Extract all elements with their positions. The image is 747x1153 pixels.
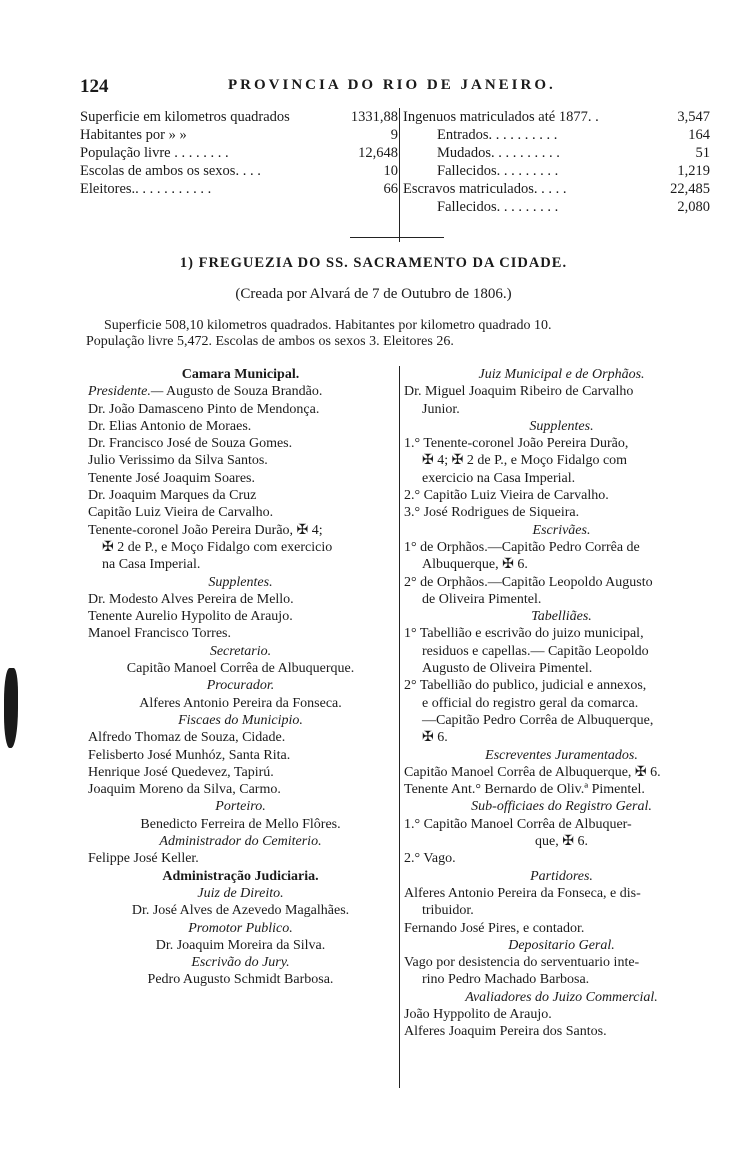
- list-item: Capitão Manoel Corrêa de Albuquerque, ✠ 6.: [404, 764, 661, 780]
- list-item: ✠ 6.: [422, 730, 448, 746]
- heading: Supplentes.: [529, 418, 594, 434]
- stat-row: Fallecidos. . . . . . . . . 2,080: [437, 199, 710, 215]
- heading: Escrivão do Jury.: [191, 955, 290, 971]
- left-column: [88, 366, 393, 989]
- list-item: Dr. João Damasceno Pinto de Mendonça.: [88, 401, 320, 417]
- list-item: residuos e capellas.— Capitão Leopoldo: [422, 643, 649, 659]
- column-divider: [399, 366, 400, 1088]
- stat-row: Mudados. . . . . . . . . . 51: [437, 145, 710, 161]
- heading: Sub-officiaes do Registro Geral.: [471, 799, 652, 815]
- list-item: Augusto de Oliveira Pimentel.: [422, 661, 593, 677]
- list-item: Fernando José Pires, e contador.: [404, 920, 585, 936]
- section-rule: [350, 237, 444, 238]
- stats-divider: [399, 108, 400, 242]
- list-item: 1.° Tenente-coronel João Pereira Durão,: [404, 436, 629, 452]
- list-item: Dr. Joaquim Marques da Cruz: [88, 488, 257, 504]
- page-number: 124: [80, 76, 109, 97]
- list-item: ✠ 4; ✠ 2 de P., e Moço Fidalgo com: [422, 453, 628, 469]
- list-item: Dr. Joaquim Moreira da Silva.: [155, 937, 326, 953]
- list-item: Tenente Ant.° Bernardo de Oliv.ª Pimentel.: [404, 782, 645, 798]
- stat-row: Entrados. . . . . . . . . . 164: [437, 127, 710, 143]
- list-item: Capitão Manoel Corrêa de Albuquerque.: [126, 661, 355, 677]
- list-item: Tenente Aurelio Hypolito de Araujo.: [88, 609, 293, 625]
- heading: Procurador.: [206, 678, 275, 694]
- list-item: Alferes Antonio Pereira da Fonseca.: [139, 695, 342, 711]
- list-item: exercicio na Casa Imperial.: [422, 470, 576, 486]
- list-item: Alferes Antonio Pereira da Fonseca, e dis-: [404, 885, 641, 901]
- list-item: Dr. Francisco José de Souza Gomes.: [88, 436, 293, 452]
- list-item: 2.° Capitão Luiz Vieira de Carvalho.: [404, 488, 609, 504]
- list-item: 3.° José Rodrigues de Siqueira.: [404, 505, 580, 521]
- stat-row: Fallecidos. . . . . . . . . 1,219: [437, 163, 710, 179]
- list-item: Felippe José Keller.: [88, 851, 199, 867]
- stat-row: Eleitores.. . . . . . . . . . . 66: [80, 181, 398, 197]
- presidente-line: Presidente.— Augusto de Souza Brandão.: [88, 384, 323, 400]
- list-item: Albuquerque, ✠ 6.: [422, 557, 528, 573]
- heading: Avaliadores do Juizo Commercial.: [465, 989, 658, 1005]
- list-item: Alferes Joaquim Pereira dos Santos.: [404, 1024, 607, 1040]
- section-title: 1) FREGUEZIA DO SS. SACRAMENTO DA CIDADE.: [179, 255, 568, 271]
- stats-right-table: [403, 108, 710, 216]
- stat-row: Escravos matriculados. . . . . 22,485: [403, 181, 710, 197]
- heading: Administração Judiciaria.: [162, 868, 319, 884]
- list-item: Joaquim Moreno da Silva, Carmo.: [88, 782, 281, 798]
- list-item: 2° de Orphãos.—Capitão Leopoldo Augusto: [404, 574, 653, 590]
- heading: Fiscaes do Municipio.: [178, 712, 303, 728]
- list-item: Henrique José Quedevez, Tapirú.: [88, 764, 274, 780]
- section-info: [86, 318, 726, 350]
- list-item: ✠ 2 de P., e Moço Fidalgo com exercicio: [102, 539, 333, 555]
- heading: Juiz de Direito.: [197, 885, 284, 901]
- list-item: tribuidor.: [422, 903, 474, 919]
- list-item: Dr. Miguel Joaquim Ribeiro de Carvalho: [404, 384, 634, 400]
- list-item: Pedro Augusto Schmidt Barbosa.: [147, 972, 334, 988]
- list-item: Tenente José Joaquim Soares.: [88, 470, 255, 486]
- heading: Promotor Publico.: [188, 920, 293, 936]
- list-item: 1° Tabellião e escrivão do juizo municipal,: [404, 626, 644, 642]
- list-item: Julio Verissimo da Silva Santos.: [88, 453, 268, 469]
- list-item: Alfredo Thomaz de Souza, Cidade.: [88, 730, 286, 746]
- stat-row: Superficie em kilometros quadrados 1331,88: [80, 109, 398, 125]
- stats-left-table: [80, 108, 398, 198]
- heading: Camara Municipal.: [181, 367, 300, 382]
- list-item: que, ✠ 6.: [535, 834, 588, 850]
- list-item: Tenente-coronel João Pereira Durão, ✠ 4;: [88, 522, 323, 538]
- stat-row: População livre . . . . . . . . 12,648: [80, 145, 398, 161]
- info-line: População livre 5,472. Escolas de ambos os sexos 3. Eleitores 26.: [86, 334, 454, 349]
- info-line: Superficie 508,10 kilometros quadrados. Habitantes por kilometro quadrado 10.: [104, 318, 552, 333]
- heading: Administrador do Cemiterio.: [159, 834, 322, 850]
- list-item: e official do registro geral da comarca.: [422, 695, 639, 711]
- heading: Partidores.: [530, 868, 593, 884]
- list-item: 1.° Capitão Manoel Corrêa de Albuquer-: [404, 816, 632, 832]
- list-item: João Hyppolito de Araujo.: [404, 1006, 552, 1022]
- section-subtitle: (Creada por Alvará de 7 de Outubro de 1806.): [235, 286, 512, 302]
- list-item: Vago por desistencia do serventuario inte-: [404, 955, 640, 971]
- list-item: Junior.: [422, 401, 460, 417]
- binding-stain: [4, 668, 18, 748]
- list-item: Manoel Francisco Torres.: [88, 626, 232, 642]
- list-item: Dr. Modesto Alves Pereira de Mello.: [88, 591, 294, 607]
- list-item: de Oliveira Pimentel.: [422, 591, 542, 607]
- list-item: 2° Tabellião do publico, judicial e annexos,: [404, 678, 647, 694]
- list-item: rino Pedro Machado Barbosa.: [422, 972, 590, 988]
- list-item: 2.° Vago.: [404, 851, 456, 867]
- heading: Juiz Municipal e de Orphãos.: [478, 367, 645, 382]
- heading: Escreventes Juramentados.: [485, 747, 638, 763]
- stat-row: Escolas de ambos os sexos. . . . 10: [80, 163, 398, 179]
- stat-row: Ingenuos matriculados até 1877. . 3,547: [403, 109, 710, 125]
- heading: Tabelliães.: [531, 609, 592, 625]
- list-item: Dr. José Alves de Azevedo Magalhães.: [131, 903, 350, 919]
- list-item: —Capitão Pedro Corrêa de Albuquerque,: [422, 712, 654, 728]
- stat-row: Habitantes por » » 9: [80, 127, 398, 143]
- list-item: 1° de Orphãos.—Capitão Pedro Corrêa de: [404, 539, 640, 555]
- list-item: na Casa Imperial.: [102, 557, 201, 573]
- list-item: Dr. Elias Antonio de Moraes.: [88, 418, 252, 434]
- list-item: Felisberto José Munhóz, Santa Rita.: [88, 747, 291, 763]
- heading: Depositario Geral.: [508, 937, 615, 953]
- list-item: Benedicto Ferreira de Mello Flôres.: [140, 816, 341, 832]
- right-column: [404, 366, 719, 1041]
- page-title: PROVINCIA DO RIO DE JANEIRO.: [228, 77, 556, 93]
- list-item: Capitão Luiz Vieira de Carvalho.: [88, 505, 274, 521]
- heading: Supplentes.: [208, 574, 273, 590]
- heading: Escrivães.: [532, 522, 591, 538]
- heading: Porteiro.: [215, 799, 266, 815]
- heading: Secretario.: [209, 643, 272, 659]
